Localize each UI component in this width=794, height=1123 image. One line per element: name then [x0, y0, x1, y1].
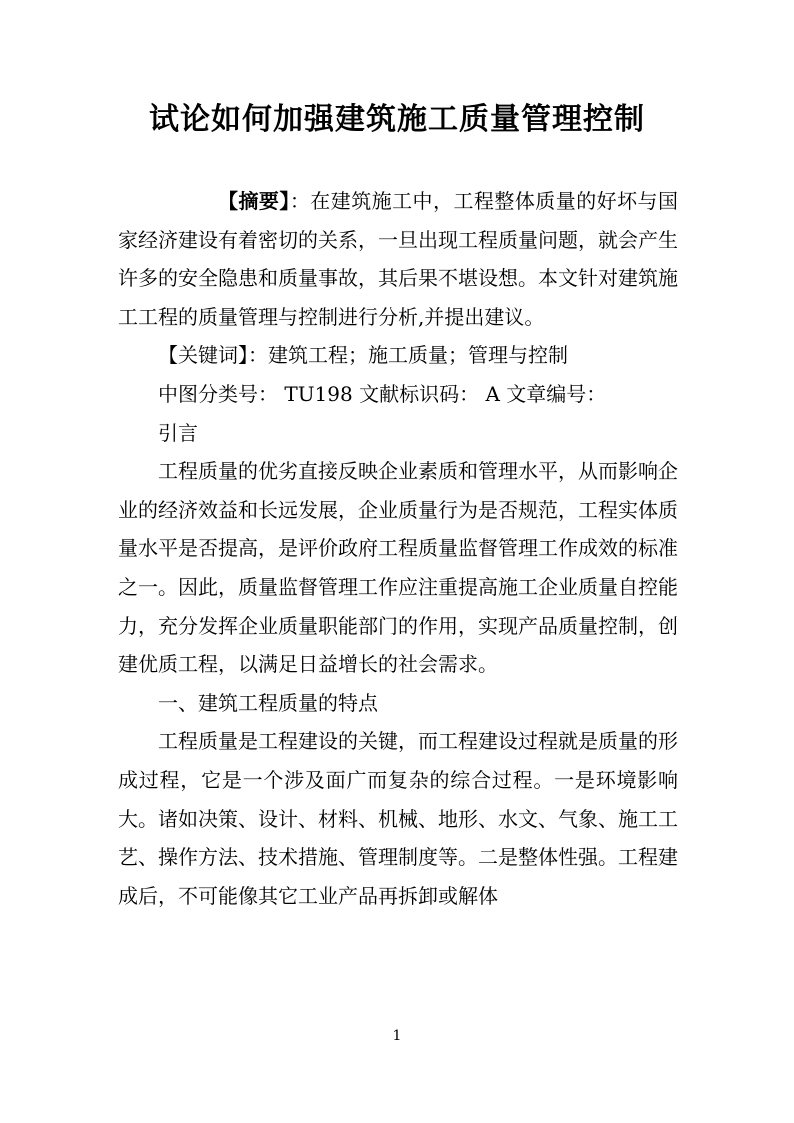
- document-title: 试论如何加强建筑施工质量管理控制: [149, 102, 645, 137]
- section1-paragraph: 工程质量是工程建设的关键，而工程建设过程就是质量的形成过程，它是一个涉及面广而复杂的综合过程。一是环境影响大。诸如决策、设计、材料、机械、地形、水文、气象、施工工艺、操作方法、技术措施、管理制度等。二是整体性强。工程建成后，不可能像其它工业产品再拆卸或解体: [118, 729, 678, 908]
- abstract-label: 【摘要】: [218, 189, 290, 213]
- keywords-paragraph: [118, 336, 678, 375]
- keywords-text: ：建筑工程；施工质量；管理与控制: [248, 343, 568, 368]
- section1-heading: 一、建筑工程质量的特点: [158, 690, 378, 715]
- keywords-label: 【关键词】: [158, 343, 248, 368]
- abstract-paragraph: [118, 182, 678, 336]
- intro-heading: 引言: [158, 420, 198, 445]
- page-number: 1: [392, 1028, 402, 1044]
- abstract-text: ：在建筑施工中，工程整体质量的好坏与国家经济建设有着密切的关系，一旦出现工程质量问题，就会产生许多的安全隐患和质量事故，其后果不堪设想。本文针对建筑施工工程的质量管理与控制进行分析,并提出建议。: [118, 189, 679, 329]
- document-body: [118, 182, 678, 915]
- intro-paragraph: 工程质量的优劣直接反映企业素质和管理水平，从而影响企业的经济效益和长远发展，企业质量行为是否规范，工程实体质量水平是否提高，是评价政府工程质量监督管理工作成效的标准之一。因此，质量监督管理工作应注重提高施工企业质量自控能力，充分发挥企业质量职能部门的作用，实现产品质量控制，创建优质工程，以满足日益增长的社会需求。: [118, 459, 678, 677]
- classification-line: 中图分类号： TU198 文献标识码： A 文章编号：: [158, 381, 607, 406]
